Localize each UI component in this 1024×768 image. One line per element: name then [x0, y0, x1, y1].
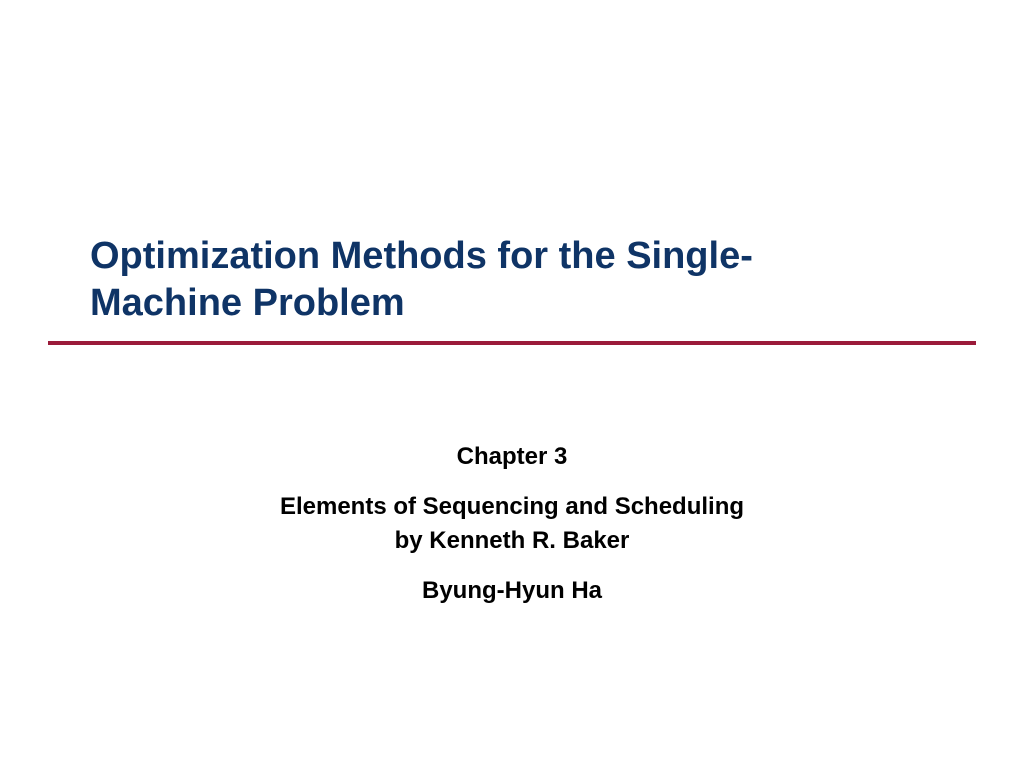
chapter-label: Chapter 3	[456, 443, 568, 470]
presenter-name: Byung-Hyun Ha	[422, 577, 602, 604]
title-divider	[48, 341, 976, 345]
slide-title	[90, 233, 970, 327]
book-title: Elements of Sequencing and Scheduling	[279, 493, 745, 520]
slide-title-line-1: Optimization Methods for the Single-	[90, 235, 753, 277]
slide-subtitle	[112, 440, 912, 608]
book-author: by Kenneth R. Baker	[394, 527, 630, 554]
slide-title-line-2: Machine Problem	[90, 282, 405, 324]
